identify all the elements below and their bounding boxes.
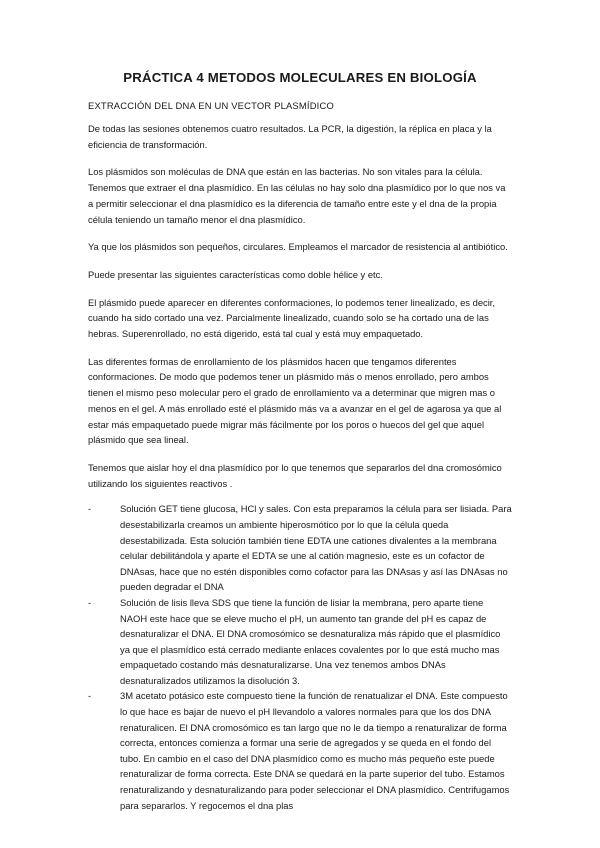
list-marker: - [88, 596, 92, 608]
list-item [88, 688, 512, 813]
list-marker: - [88, 503, 92, 515]
paragraph-isolation: Tenemos que aislar hoy el dna plasmídico por lo que tenemos que separarlos del dna cromosómico utilizando los siguientes reactivos . [88, 461, 502, 489]
section-heading: EXTRACCIÓN DEL DNA EN UN VECTOR PLASMÍDICO [88, 100, 334, 111]
paragraph-plasmids: Los plásmidos son moléculas de DNA que están en las bacterias. No son vitales para la célula. Tenemos que extraer el dna plasmídico. En las células no hay solo dna plasmídico por lo que nos va a permitir seleccionar el dna plasmídico es la diferencia de tamaño entre este y el dna de la propia célula teniendo un tamaño menor el dna plasmídico. [88, 166, 506, 225]
list-item [88, 595, 512, 689]
paragraph-small-circular: Ya que los plásmidos son pequeños, circulares. Empleamos el marcador de resistencia al antibiótico. [88, 241, 508, 253]
paragraph-coiling: Las diferentes formas de enrollamiento de los plásmidos hacen que tengamos diferentes conformaciones. De modo que podemos tener un plásmido más o menos enrollado, pero ambos tienen el mismo peso molecular pero el grado de enrollamiento va a determinar que migren mas o menos en el gel. A más enrollado esté el plásmido más va a avanzar en el gel de agarosa ya que al estar más empaquetado puede migrar más fácilmente por los poros o huecos del gel que aquel plásmido que sea lineal. [88, 355, 502, 446]
paragraph-characteristics: Puede presentar las siguientes características como doble hélice y etc. [88, 268, 383, 280]
paragraph-results: De todas las sesiones obtenemos cuatro resultados. La PCR, la digestión, la réplica en placa y la eficiencia de transformación. [88, 123, 492, 150]
list-marker: - [88, 690, 92, 702]
list-item [88, 501, 512, 595]
list-item-text: Solución GET tiene glucosa, HCl y sales. Con esta preparamos la célula para ser lisiada. Para desestabilizarla creamos un ambiente hiperosmótico por lo que la célula queda desestabilizada. Esta solución también tiene EDTA une cationes divalentes a la membrana celular debilitándola y aparte el EDTA se une al catión magnesio, este es un cofactor de DNAsas, hace que no estén disponibles como cofactor para las DNAsas y así las DNAsas no pueden degradar el DNA [120, 503, 512, 593]
list-item-text: Solución de lisis lleva SDS que tiene la función de lisiar la membrana, pero aparte tiene NAOH este hace que se eleve mucho el pH, un aumento tan grande del pH es capaz de desnaturalizar el DNA. El DNA cromosómico se desnaturaliza más rápido que el plasmídico ya que el plasmídico está cerrado mediante enlaces covalentes por lo que está mucho mas empaquetado costando más desnaturalizarse. Una vez tenemos ambos DNAs desnaturalizados utilizamos la disolución 3. [120, 596, 501, 686]
paragraph-conformations: El plásmido puede aparecer en diferentes conformaciones, lo podemos tener linealizado, es decir, cuando ha sido cortado una vez. Parcialmente linealizado, cuando solo se ha cortado una de las hebras. Superenrollado, no está digerido, está tal cual y está muy empaquetado. [88, 296, 496, 340]
reagent-list [88, 501, 512, 813]
list-item-text: 3M acetato potásico este compuesto tiene la función de renatualizar el DNA. Este compuesto lo que hace es bajar de nuevo el pH llevandolo a valores normales para que los dos DNA renaturalicen. El DNA cromosómico es tan largo que no le da tiempo a renaturalizar de forma correcta, entonces comienza a formar una serie de agregados y se queda en el fondo del tubo. En cambio en el caso del DNA plasmídico como es mucho más pequeño este puede renaturalizar de forma correcta. Este DNA se quedará en la parte superior del tubo. Estamos renaturalizando y desnaturalizando para poder seleccionar el DNA plasmídico. Centrifugamos para separarlos. Y regocemos el dna plas [120, 690, 510, 811]
document-title: PRÁCTICA 4 METODOS MOLECULARES EN BIOLOGÍA [123, 70, 477, 85]
